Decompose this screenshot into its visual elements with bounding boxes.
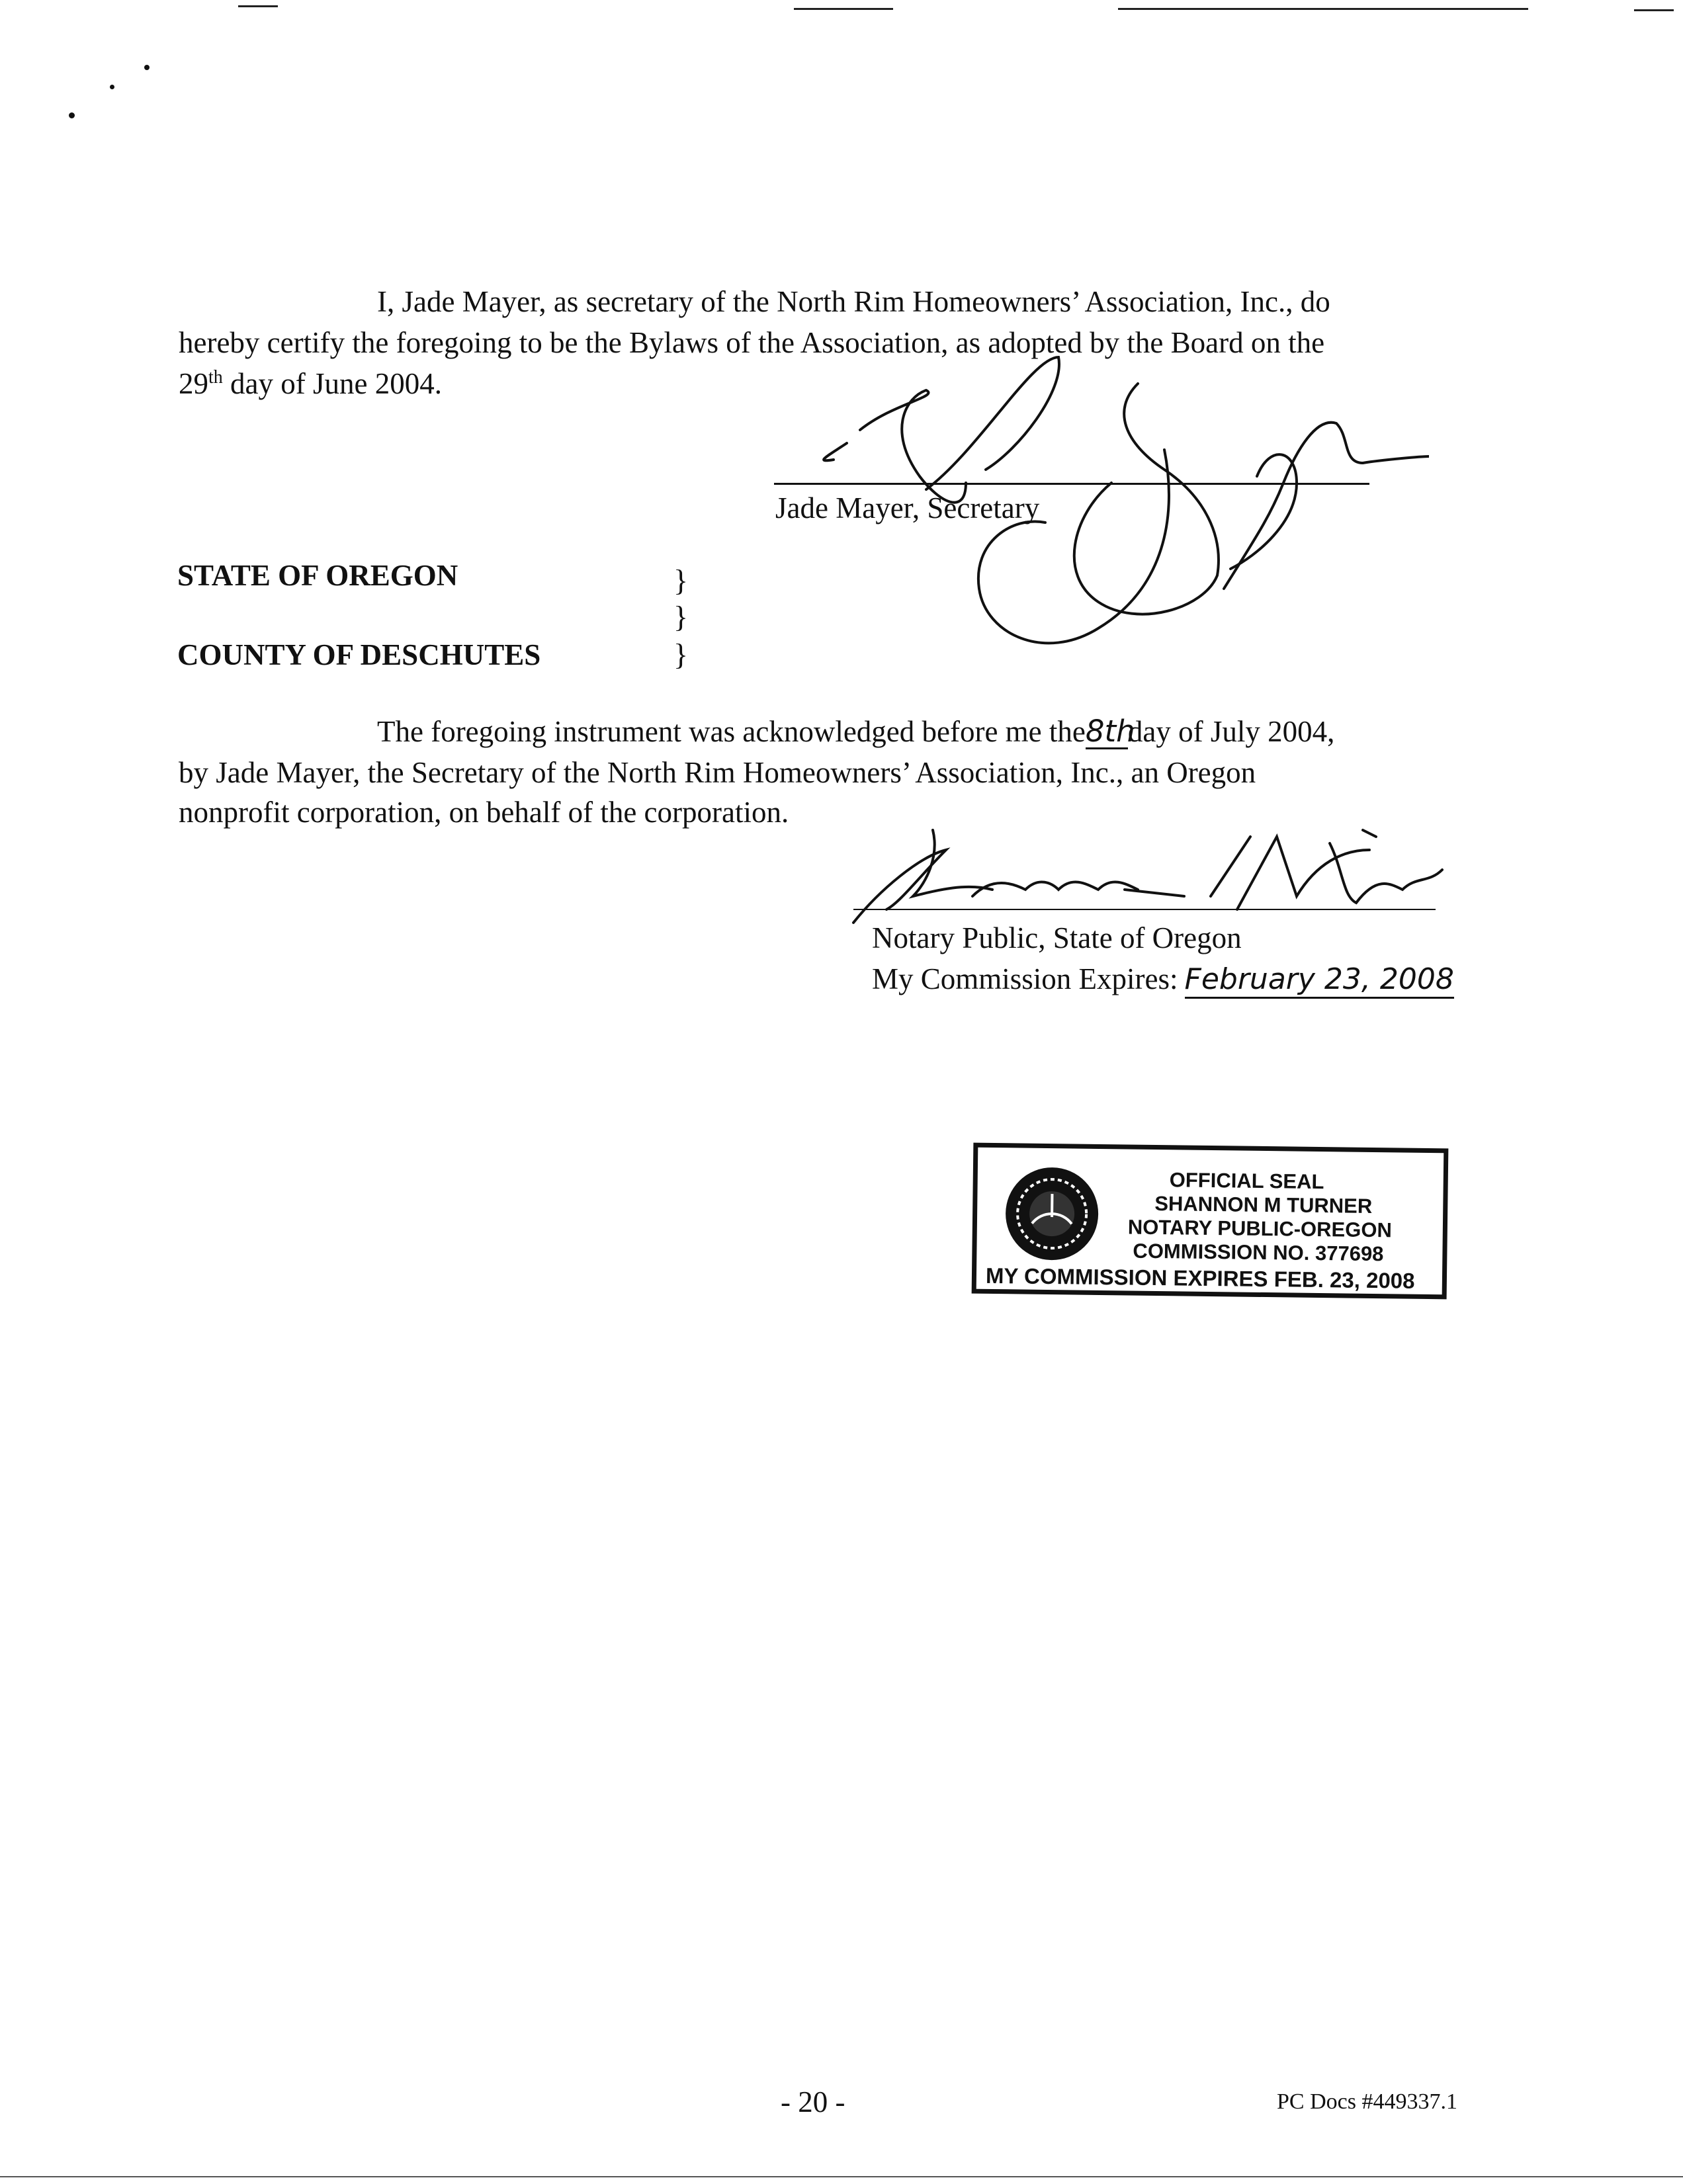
scan-artifact-top	[794, 8, 893, 10]
notary-title: Notary Public, State of Oregon	[872, 921, 1242, 954]
venue-brace: }	[673, 600, 689, 634]
state-seal-emblem	[1002, 1163, 1102, 1264]
certification-line-2: hereby certify the foregoing to be the Bylaws of the Association, as adopted by the Board on the	[179, 326, 1325, 359]
certification-date-rest: day of June 2004.	[222, 367, 442, 400]
acknowledgment-line-3: nonprofit corporation, on behalf of the corporation.	[179, 796, 789, 829]
seal-line-4: COMMISSION NO. 377698	[1133, 1239, 1384, 1266]
seal-line-5: MY COMMISSION EXPIRES FEB. 23, 2008	[985, 1263, 1415, 1293]
official-seal-stamp	[972, 1143, 1449, 1300]
certification-day-suffix: th	[208, 367, 223, 388]
scan-artifact-bottom	[0, 2176, 1683, 2177]
scan-speck	[69, 112, 75, 118]
venue-brace: }	[673, 564, 689, 597]
acknowledgment-line-1	[377, 712, 1334, 751]
seal-line-2: SHANNON M TURNER	[1154, 1191, 1373, 1218]
acknowledgment-line-2: by Jade Mayer, the Secretary of the North Rim Homeowners’ Association, Inc., an Oregon	[179, 756, 1256, 789]
venue-county: COUNTY OF DESCHUTES	[177, 638, 541, 671]
scan-speck	[110, 85, 114, 89]
certification-line-1: I, Jade Mayer, as secretary of the North Rim Homeowners’ Association, Inc., do	[377, 285, 1330, 318]
certification-day-number: 29	[179, 367, 208, 400]
page-number: - 20 -	[781, 2085, 845, 2119]
seal-line-1: OFFICIAL SEAL	[1169, 1168, 1324, 1194]
seal-line-3: NOTARY PUBLIC-OREGON	[1127, 1215, 1393, 1242]
scan-artifact-top	[1634, 9, 1674, 11]
scan-artifact-top	[238, 5, 278, 7]
venue-brace: }	[673, 638, 689, 671]
acknowledgment-handwritten-day: 8th	[1085, 714, 1135, 749]
notary-signature	[840, 810, 1469, 936]
notary-commission-label: My Commission Expires:	[872, 962, 1178, 995]
secretary-caption: Jade Mayer, Secretary	[775, 491, 1040, 525]
scan-artifact-top	[1118, 8, 1528, 10]
notary-commission-line	[872, 959, 1454, 999]
venue-state: STATE OF OREGON	[177, 559, 458, 592]
notary-commission-handwritten: February 23, 2008	[1185, 962, 1454, 999]
acknowledgment-text-a: The foregoing instrument was acknowledged before me the	[377, 715, 1086, 748]
scan-speck	[144, 65, 150, 70]
certification-line-3	[179, 364, 442, 403]
acknowledgment-text-b: day of July 2004,	[1127, 715, 1335, 748]
document-id: PC Docs #449337.1	[1277, 2089, 1457, 2114]
